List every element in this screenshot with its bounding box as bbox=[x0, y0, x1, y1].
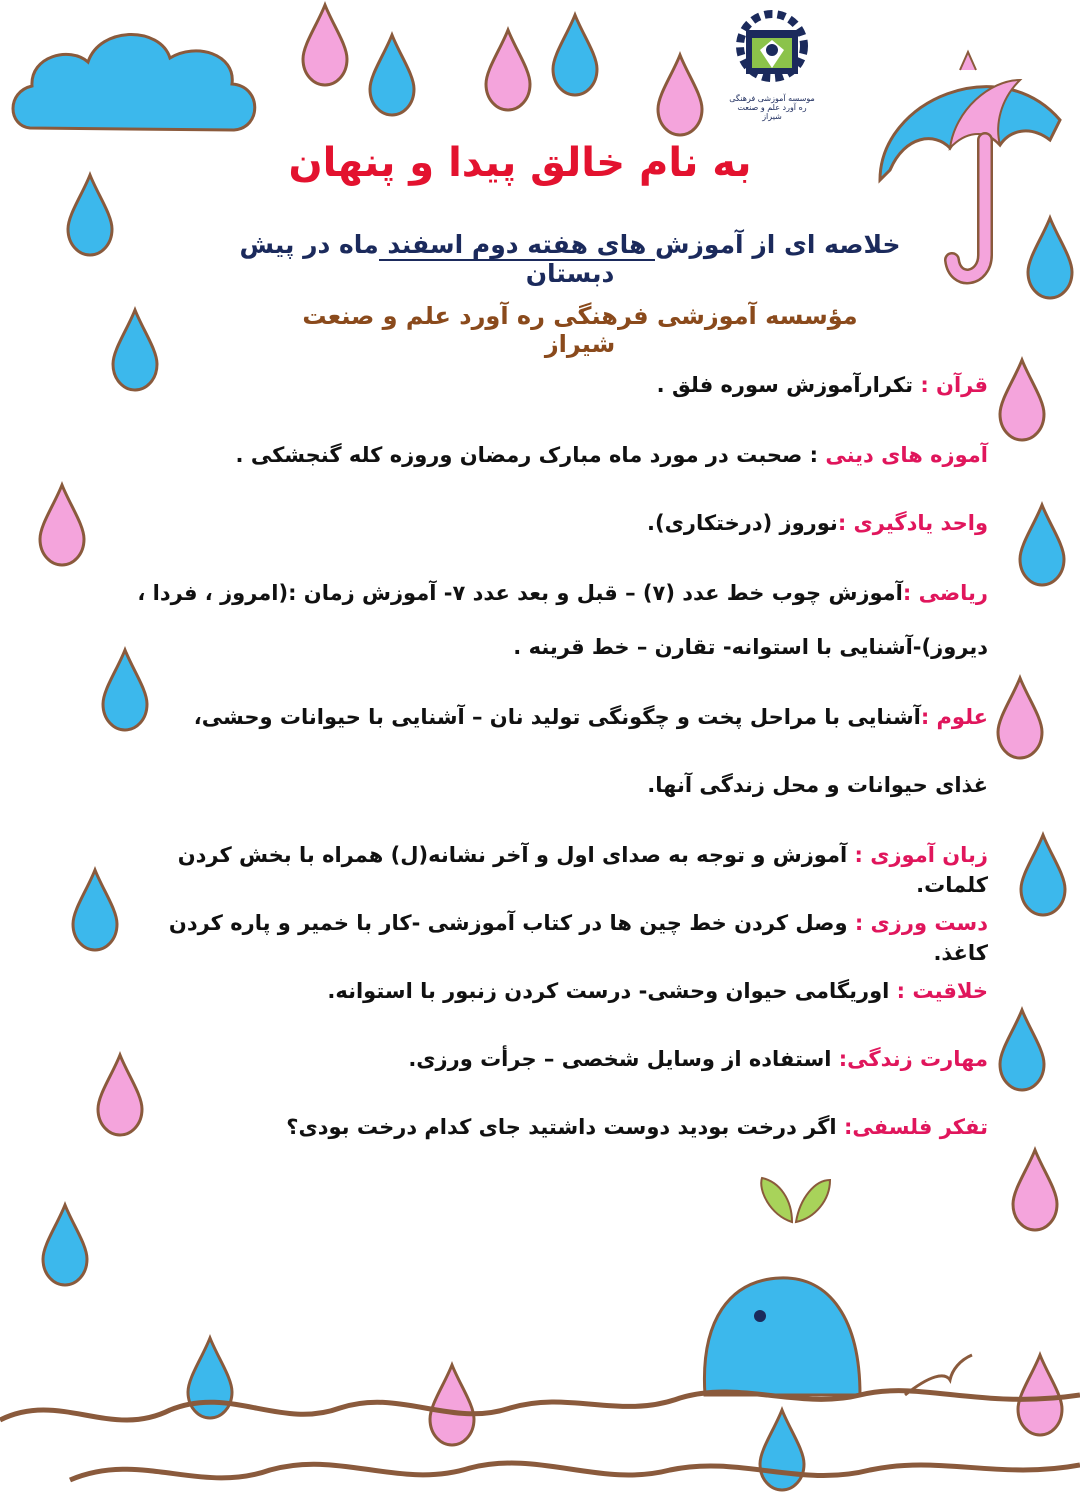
whale-icon bbox=[704, 1278, 972, 1395]
subtitle-part: خلاصه ای از آموزش bbox=[655, 230, 901, 259]
item-text: نوروز (درختکاری). bbox=[647, 511, 838, 535]
institute-name: مؤسسه آموزشی فرهنگی ره آورد علم و صنعت شیراز bbox=[302, 302, 858, 358]
item-text: آموزش و توجه به صدای اول و آخر نشانه(ل) همراه با بخش کردن کلمات. bbox=[177, 843, 988, 897]
item-label: خلاقیت : bbox=[896, 979, 988, 1003]
item-text: استفاده از وسایل شخصی – جرأت ورزی. bbox=[408, 1047, 839, 1071]
wave-line bbox=[70, 1463, 1080, 1480]
cloud-icon bbox=[13, 34, 255, 130]
item-religion bbox=[128, 440, 988, 470]
item-label: آموزه های دینی bbox=[825, 443, 988, 467]
item-text: وصل کردن خط چین ها در کتاب آموزشی -کار با خمیر و پاره کردن کاغذ. bbox=[168, 911, 988, 965]
wave-line bbox=[0, 1391, 1080, 1420]
item-life-skills bbox=[128, 1044, 988, 1074]
item-label: قرآن : bbox=[920, 373, 988, 397]
item-math bbox=[128, 578, 988, 608]
institute-logo bbox=[728, 6, 816, 121]
item-label: مهارت زندگی: bbox=[838, 1047, 988, 1071]
item-philosophy bbox=[128, 1112, 988, 1142]
raindrops bbox=[40, 5, 1072, 1490]
item-text: آشنایی با مراحل پخت و چگونگی تولید نان – آشنایی با حیوانات وحشی، bbox=[193, 705, 921, 729]
item-learning-unit bbox=[128, 508, 988, 538]
item-text: اگر درخت بودید دوست داشتید جای کدام درخت بودی؟ bbox=[286, 1115, 844, 1139]
item-text: اوریگامی حیوان وحشی- درست کردن زنبور با استوانه. bbox=[327, 979, 897, 1003]
item-label: دست ورزی : bbox=[854, 911, 988, 935]
item-math-continued bbox=[128, 632, 988, 662]
item-quran bbox=[128, 370, 988, 400]
subtitle-underlined: های هفته دوم اسفند bbox=[378, 230, 656, 259]
item-handicraft bbox=[128, 908, 988, 968]
page-title: به نام خالق پیدا و پنهان bbox=[288, 140, 752, 186]
item-science bbox=[128, 702, 988, 732]
sprout-icon bbox=[761, 1178, 830, 1222]
subtitle-part: ماه در پیش دبستان bbox=[239, 230, 615, 288]
page-subtitle bbox=[230, 230, 910, 288]
item-creativity bbox=[128, 976, 988, 1006]
item-text: آموزش چوب خط عدد (۷) – قبل و بعد عدد ۷- آموزش زمان :(امروز ، فردا ، bbox=[137, 581, 903, 605]
item-text: غذای حیوانات و محل زندگی آنها. bbox=[647, 773, 988, 797]
item-label: ریاضی : bbox=[902, 581, 988, 605]
item-label: تفکر فلسفی: bbox=[843, 1115, 988, 1139]
item-text: : صحبت در مورد ماه مبارک رمضان وروزه کله گنجشکی . bbox=[235, 443, 826, 467]
item-label: علوم : bbox=[920, 705, 988, 729]
item-language bbox=[128, 840, 988, 900]
item-text: دیروز)-آشنایی با استوانه- تقارن – خط قرینه . bbox=[513, 635, 988, 659]
item-label: واحد یادگیری : bbox=[837, 511, 988, 535]
item-science-continued bbox=[128, 770, 988, 800]
item-text: تکرارآموزش سوره فلق . bbox=[656, 373, 921, 397]
logo-text: موسسه آموزشی فرهنگی ره آورد علم و صنعت شیراز bbox=[729, 94, 815, 121]
item-label: زبان آموزی : bbox=[854, 843, 988, 867]
